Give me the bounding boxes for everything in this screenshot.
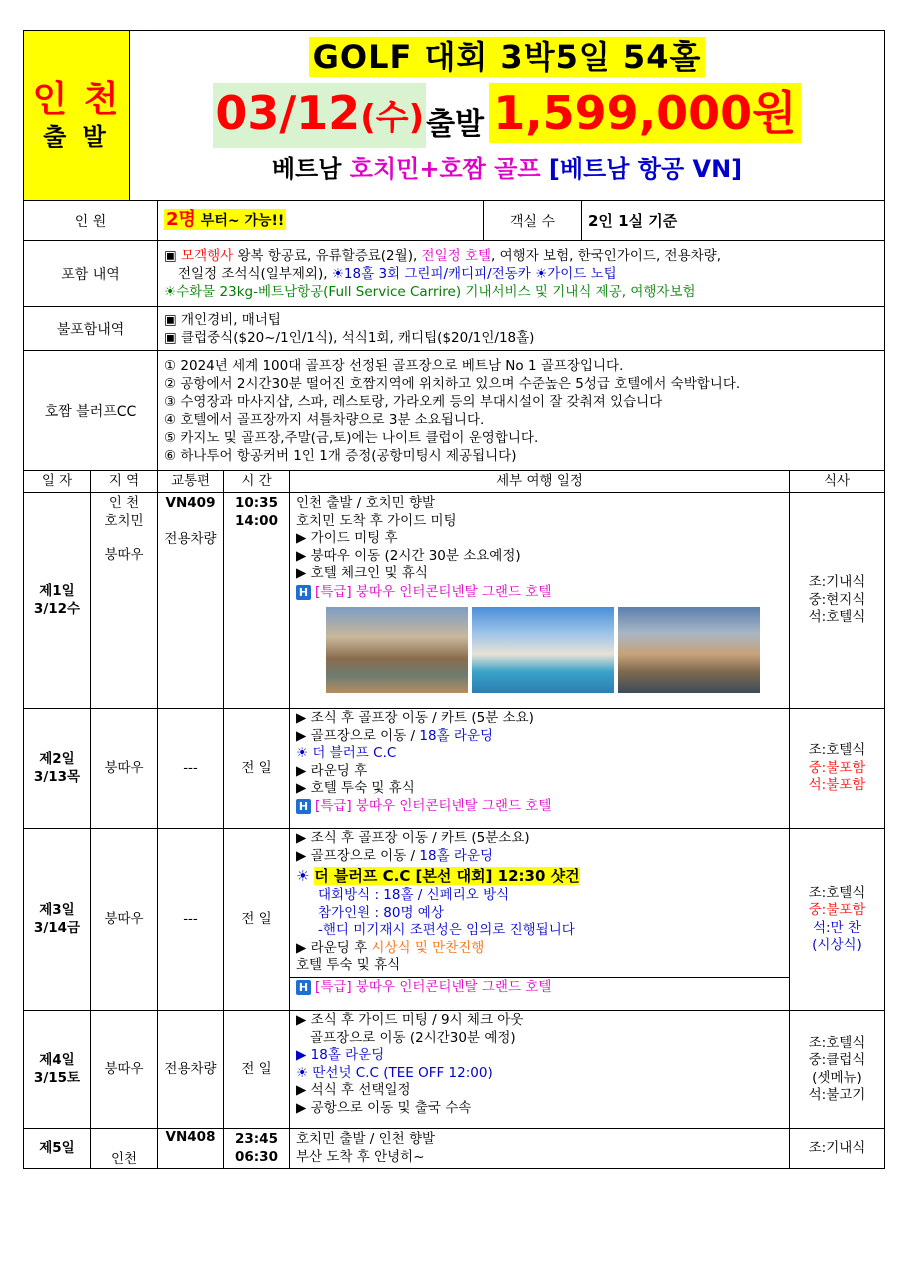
hotel-photo-building-icon [472, 607, 614, 693]
hotel-photo-night-icon [618, 607, 760, 693]
day3-row: 제3일 3/14금 붕따우 --- 전 일 ▶ 조식 후 골프장 이동 / 카트 (5분소요) ▶ 골프장으로 이동 / 18홀 라운딩 ☀ 더 블러프 C.C [본선 대회] 12:30 샷건 대회방식 : 18홀 / 신페리오 방식 참가인원 : 80명 예상 -핸디 미기재시 조편성은 임의로 진행됩니다 ▶ 라운딩 후 시상식 및 만찬진행 호텔 투숙 및 휴식 H [특급] 붕따우 인터콘티넨탈 그랜드 호텔 조:호텔식 중:불포함 석:만 찬 (시상식) [24, 829, 885, 1011]
include-label: 포함 내역 [24, 241, 158, 307]
hotel-photo-pool-icon [326, 607, 468, 693]
date-price-row [130, 83, 884, 145]
day5-row: 제5일 인천 VN408 23:45 06:30 호치민 출발 / 인천 향발 부산 도착 후 안녕히~ 조:기내식 [24, 1129, 885, 1169]
hotel-photos [296, 607, 783, 699]
info-table [23, 200, 885, 471]
tour-price: 1,599,000원 [489, 83, 800, 143]
departure-word: 출발 [426, 107, 485, 142]
day2-row: 제2일 3/13목 붕따우 --- 전 일 ▶ 조식 후 골프장 이동 / 카트 (5분 소요) ▶ 골프장으로 이동 / 18홀 라운딩 ☀ 더 블러프 C.C ▶ 라운딩 후 ▶ 호텔 투숙 및 휴식 H [특급] 붕따우 인터콘티넨탈 그랜드 호텔 조:호텔식 중:불포함 석:불포함 [24, 709, 885, 829]
exclude-details: ▣ 개인경비, 매너팁 ▣ 클럽중식($20~/1인/1식), 석식1회, 캐디팁($20/1인/18홀) [158, 307, 885, 351]
itinerary-sheet [23, 30, 884, 1169]
schedule-table [23, 470, 885, 1169]
tour-subtitle: 베트남 호치민+호짬 골프 [베트남 항공 VN] [271, 155, 743, 183]
room-value: 2인 1실 기준 [582, 201, 885, 241]
people-value: 2명 부터~ 가능!! [158, 201, 484, 241]
hotel-icon: H [296, 980, 311, 995]
day2-details: ▶ 조식 후 골프장 이동 / 카트 (5분 소요) ▶ 골프장으로 이동 / 18홀 라운딩 ☀ 더 블러프 C.C ▶ 라운딩 후 ▶ 호텔 투숙 및 휴식 H [특급] 붕따우 인터콘티넨탈 그랜드 호텔 [290, 709, 790, 829]
room-label: 객실 수 [484, 201, 582, 241]
exclude-label: 불포함내역 [24, 307, 158, 351]
schedule-header: 일 자 지 역 교통편 시 간 세부 여행 일정 식사 [24, 471, 885, 493]
bluff-details: ① 2024년 세계 100대 골프장 선정된 골프장으로 베트남 No 1 골프장입니다. ② 공항에서 2시간30분 떨어진 호짬지역에 위치하고 있으며 수준높은 5성급 호텔에서 숙박합니다. ③ 수영장과 마사지샵, 스파, 레스토랑, 가라오케 등의 부대시설이 잘 갖춰져 있습니다 ④ 호텔에서 골프장까지 셔틀차량으로 3분 소요됩니다. ⑤ 카지노 및 골프장,주말(금,토)에는 나이트 클럽이 운영합니다. ⑥ 하나투어 항공커버 1인 1개 증정(공항미팅시 제공됩니다) [158, 351, 885, 471]
departure-city-box [24, 31, 130, 201]
departure-date: 03/12(수) [213, 83, 426, 148]
hotel-icon: H [296, 585, 311, 600]
header-main [130, 31, 885, 201]
hotel-icon: H [296, 799, 311, 814]
departure-label: 출 발 [43, 122, 110, 151]
departure-city: 인 천 [32, 78, 121, 120]
day3-details: ▶ 조식 후 골프장 이동 / 카트 (5분소요) ▶ 골프장으로 이동 / 18홀 라운딩 ☀ 더 블러프 C.C [본선 대회] 12:30 샷건 대회방식 : 18홀 / 신페리오 방식 참가인원 : 80명 예상 -핸디 미기재시 조편성은 임의로 진행됩니다 ▶ 라운딩 후 시상식 및 만찬진행 호텔 투숙 및 휴식 H [특급] 붕따우 인터콘티넨탈 그랜드 호텔 [290, 829, 790, 1011]
day4-details: ▶ 조식 후 가이드 미팅 / 9시 체크 아웃 골프장으로 이동 (2시간30분 예정) ▶ 18홀 라운딩 ☀ 딴선넛 C.C (TEE OFF 12:00) ▶ 석식 후 선택일정 ▶ 공항으로 이동 및 출국 수속 [290, 1011, 790, 1129]
day1-details: 인천 출발 / 호치민 향발 호치민 도착 후 가이드 미팅 ▶ 가이드 미팅 후 ▶ 붕따우 이동 (2시간 30분 소요예정) ▶ 호텔 체크인 및 휴식 H [특급] 붕따우 인터콘티넨탈 그랜드 호텔 [290, 493, 790, 709]
include-details: ▣ 모객행사 왕복 항공료, 유류할증료(2월), 전일정 호텔, 여행자 보험, 한국인가이드, 전용차량, 전일정 조석식(일부제외), ☀18홀 3회 그린피/캐디피/전동카 ☀가이드 노팁 ☀수화물 23kg-베트남항공(Full Service Carrire) 기내서비스 및 기내식 제공, 여행자보험 [158, 241, 885, 307]
day5-details: 호치민 출발 / 인천 향발 부산 도착 후 안녕히~ [290, 1129, 790, 1169]
day1-row: 제1일 3/12수 인 천 호치민 붕따우 VN409 전용차량 10:35 14:00 인천 출발 / 호치민 향발 호치민 도착 후 가이드 미팅 ▶ 가이드 미팅 후 ▶ 붕따우 이동 (2시간 30분 소요예정) ▶ 호텔 체크인 및 휴식 H [특급] 붕따우 인터콘티넨탈 그랜드 호텔 조:기내식 중:현지식 석:호텔식 [24, 493, 885, 709]
header-table [23, 30, 885, 201]
tour-title: GOLF 대회 3박5일 54홀 [309, 37, 706, 77]
bluff-label: 호짬 블러프CC [24, 351, 158, 471]
day4-row: 제4일 3/15토 붕따우 전용차량 전 일 ▶ 조식 후 가이드 미팅 / 9시 체크 아웃 골프장으로 이동 (2시간30분 예정) ▶ 18홀 라운딩 ☀ 딴선넛 C.C (TEE OFF 12:00) ▶ 석식 후 선택일정 ▶ 공항으로 이동 및 출국 수속 조:호텔식 중:클럽식 (셋메뉴) 석:불고기 [24, 1011, 885, 1129]
people-label: 인 원 [24, 201, 158, 241]
